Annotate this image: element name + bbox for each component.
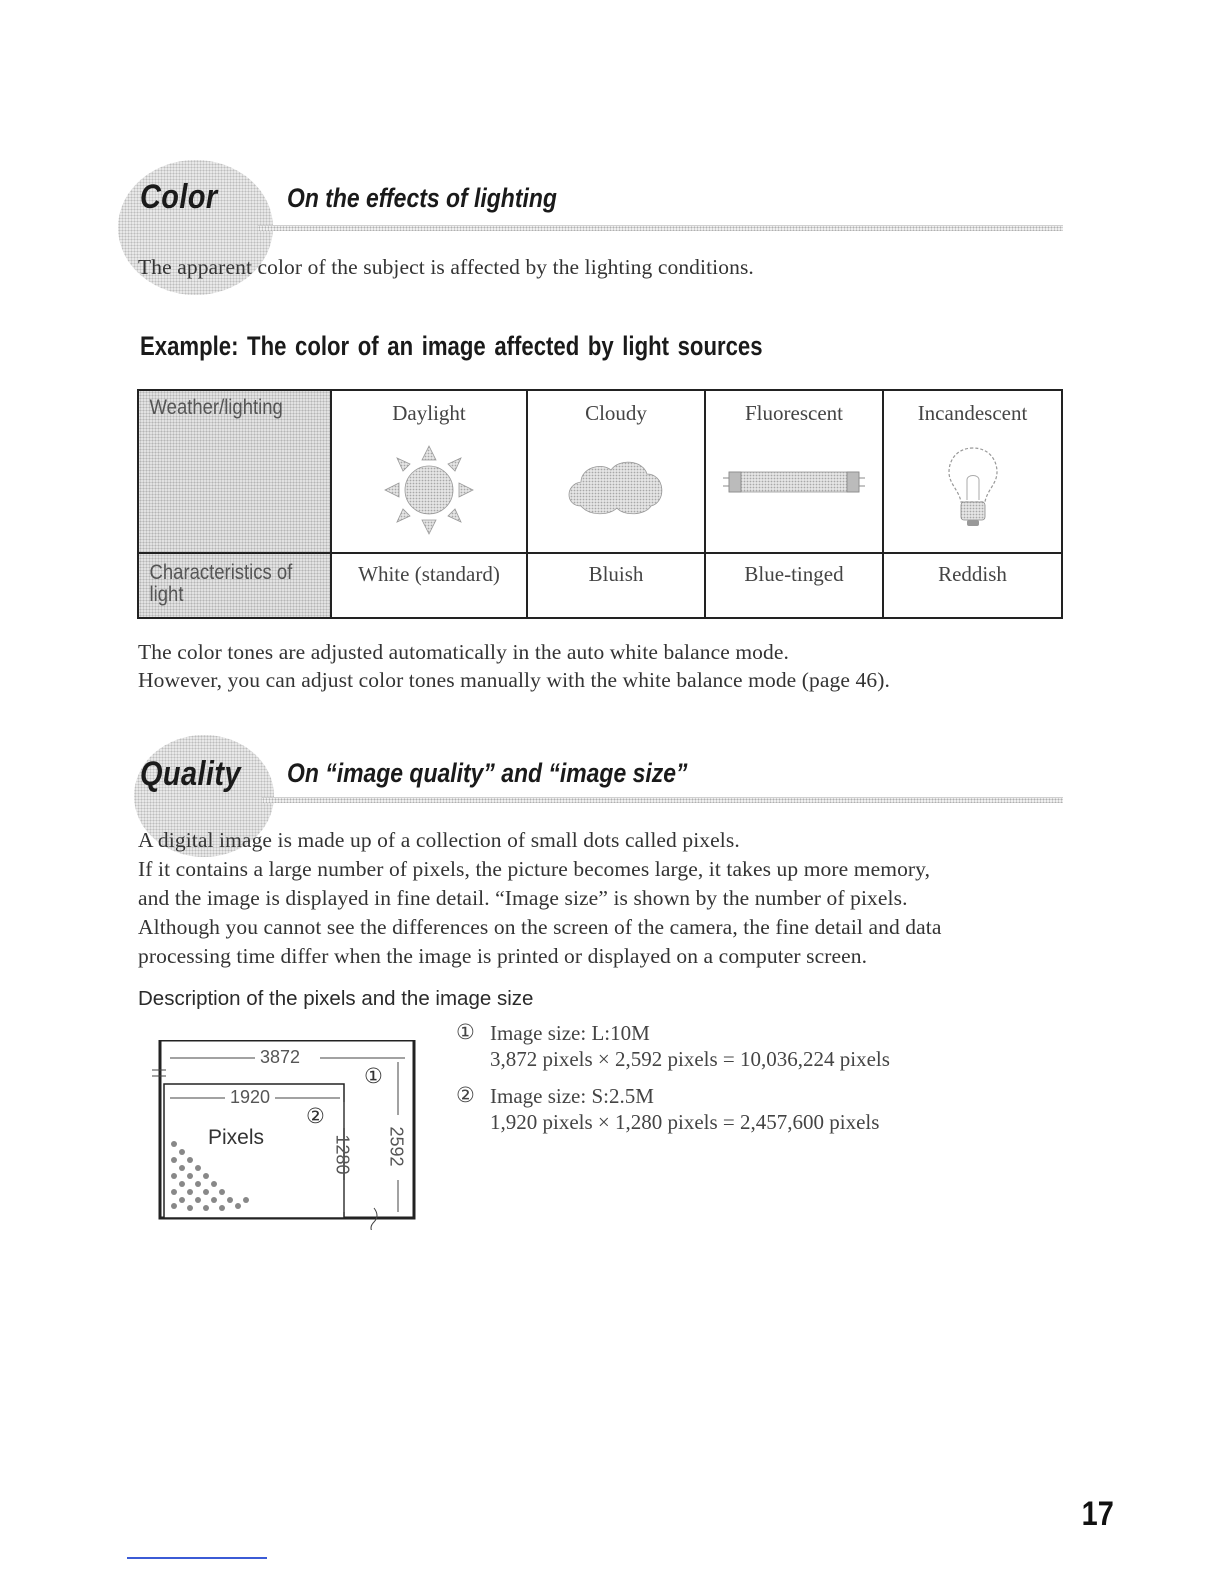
- quality-para-line-2: If it contains a large number of pixels, the picture becomes large, it takes up more memory,: [138, 857, 931, 881]
- spec-2-marker: ②: [456, 1083, 475, 1107]
- diagram-width-large: 3872: [260, 1047, 301, 1067]
- quality-section-title: On “image quality” and “image size”: [287, 758, 688, 788]
- lighting-cell-fluorescent: [705, 390, 883, 553]
- diagram-height-small: 1280: [332, 1134, 353, 1175]
- diagram-marker-1: ①: [364, 1064, 383, 1088]
- fluorescent-tube-icon: [719, 468, 869, 498]
- characteristic-fluorescent: Blue-tinged: [705, 553, 883, 618]
- spec-1-calc: 3,872 pixels × 2,592 pixels = 10,036,224 pixels: [490, 1047, 890, 1071]
- quality-para-line-1: A digital image is made up of a collection of small dots called pixels.: [138, 828, 740, 852]
- lighting-label: Incandescent: [917, 401, 1028, 425]
- spec-1-size: Image size: L:10M: [490, 1021, 650, 1045]
- color-note-2: However, you can adjust color tones manually with the white balance mode (page 46).: [138, 668, 890, 692]
- spec-2-size: Image size: S:2.5M: [490, 1084, 654, 1108]
- quality-badge-label: Quality: [140, 755, 241, 793]
- lighting-label: Cloudy: [585, 401, 647, 425]
- lighting-cell-cloudy: [527, 390, 705, 553]
- footer-rule: [127, 1557, 267, 1559]
- example-heading: Example: The color of an image affected by light sources: [140, 331, 763, 361]
- spec-1-marker: ①: [456, 1020, 475, 1044]
- pixel-diagram: [150, 1040, 420, 1230]
- quality-para-line-3: and the image is displayed in fine detail. “Image size” is shown by the number of pixels.: [138, 886, 908, 910]
- lighting-cell-daylight: [331, 390, 527, 553]
- diagram-height-large: 2592: [386, 1126, 407, 1167]
- row-header-lighting: Weather/lighting: [138, 390, 331, 553]
- page-number: 17: [1081, 1495, 1114, 1533]
- color-intro: The apparent color of the subject is affected by the lighting conditions.: [138, 255, 754, 279]
- lighting-cell-incandescent: [883, 390, 1062, 553]
- color-section-rule: [258, 225, 1063, 231]
- quality-para-line-4: Although you cannot see the differences on the screen of the camera, the fine detail and data: [138, 915, 942, 939]
- diagram-caption: Description of the pixels and the image size: [138, 987, 534, 1010]
- color-badge-label: Color: [140, 178, 218, 216]
- lighting-table: [137, 389, 1063, 619]
- lighting-row: [138, 390, 1062, 553]
- cloud-icon: [561, 456, 671, 518]
- row-header-characteristics: Characteristics of light: [138, 553, 331, 618]
- diagram-marker-2: ②: [306, 1104, 325, 1128]
- quality-section-rule: [262, 797, 1063, 803]
- color-section-title: On the effects of lighting: [287, 183, 557, 213]
- characteristic-incandescent: Reddish: [883, 553, 1062, 618]
- spec-2-calc: 1,920 pixels × 1,280 pixels = 2,457,600 pixels: [490, 1110, 880, 1134]
- sun-icon: [379, 440, 479, 540]
- characteristics-row: [138, 553, 1062, 618]
- diagram-pixels-label: Pixels: [208, 1126, 265, 1149]
- lighting-label: Daylight: [392, 401, 466, 425]
- color-note-1: The color tones are adjusted automatically in the auto white balance mode.: [138, 640, 789, 664]
- characteristic-cloudy: Bluish: [527, 553, 705, 618]
- characteristic-daylight: White (standard): [331, 553, 527, 618]
- diagram-width-small: 1920: [230, 1087, 271, 1107]
- quality-para-line-5: processing time differ when the image is printed or displayed on a computer screen.: [138, 944, 868, 968]
- light-bulb-icon: [945, 444, 1001, 530]
- lighting-label: Fluorescent: [745, 401, 843, 425]
